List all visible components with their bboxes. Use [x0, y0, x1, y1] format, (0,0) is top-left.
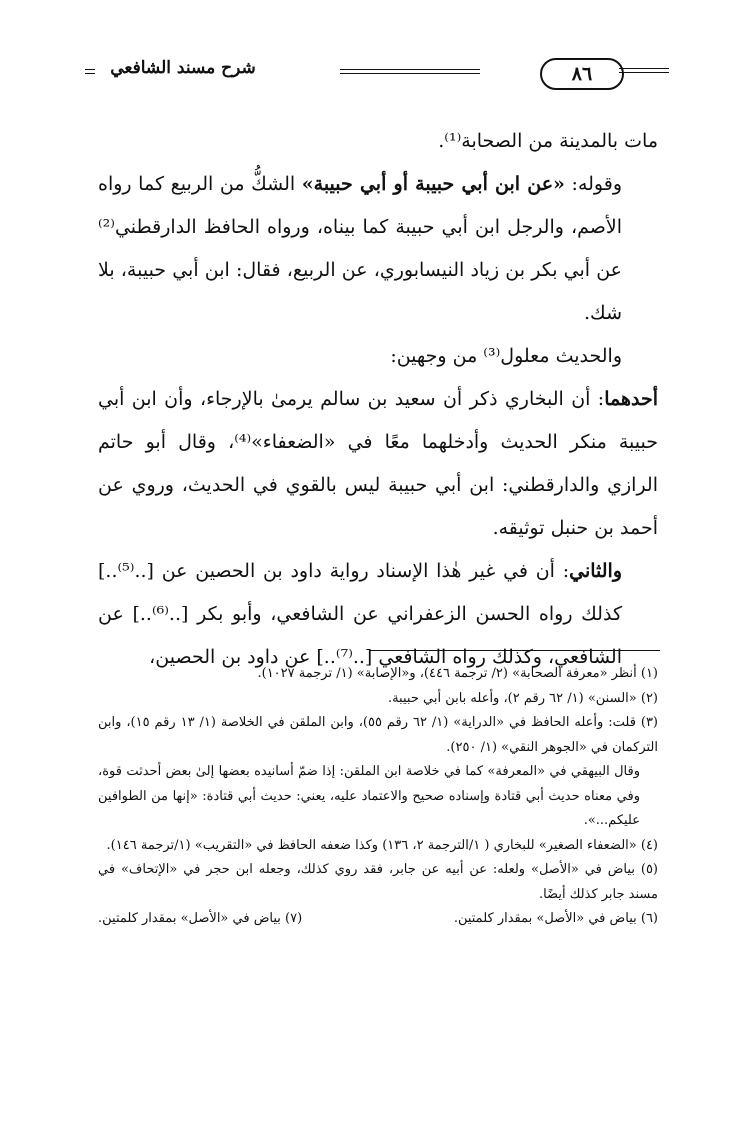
paragraph: مات بالمدينة من الصحابة⁽¹⁾. [438, 130, 658, 152]
footnote: (٣) قلت: وأعله الحافظ في «الدراية» (١/ ٦٢ رقم ٥٥)، وابن الملقن في الخلاصة (١/ ١٣ رقم ١٥)، وابن التركمان في «الجوهر النقي» (١/ ٢٥٠). [98, 715, 658, 755]
running-title: شرح مسند الشافعي [110, 58, 256, 78]
header-rule-tail [619, 68, 669, 73]
header-rule-left [85, 69, 95, 74]
section-heading: أحدهما [604, 388, 658, 410]
paragraph: والثاني: أن في غير هٰذا الإسناد رواية داود بن الحصين عن [..⁽⁵⁾..] كذلك رواه الحسن الزعفراني عن الشافعي، وأبو بكر [..⁽⁶⁾..] عن الشافعي، وكذلك رواه الشافعي [..⁽⁷⁾..] عن داود بن الحصين، [98, 560, 622, 668]
footnotes [98, 662, 658, 932]
page-number: ٨٦ [540, 58, 624, 90]
main-text [98, 120, 658, 679]
section-heading: والثاني [569, 560, 622, 582]
page-header [85, 56, 670, 96]
paragraph: أحدهما: أن البخاري ذكر أن سعيد بن سالم يرمىٰ بالإرجاء، وأن ابن أبي حبيبة منكر الحديث وأدخلهما معًا في «الضعفاء»⁽⁴⁾، وقال أبو حاتم الرازي والدارقطني: ابن أبي حبيبة ليس بالقوي في الحديث، وروي عن أحمد بن حنبل توثيقه. [98, 388, 658, 539]
paragraph: والحديث معلول⁽³⁾ من وجهين: [390, 345, 622, 367]
footnote: (٤) «الضعفاء الصغير» للبخاري ( ١/الترجمة ٢، ١٣٦) وكذا ضعفه الحافظ في «التقريب» (١/ترجمة ١٤٦). [106, 837, 658, 853]
footnote: (٢) «السنن» (١/ ٦٢ رقم ٢)، وأعله بابن أبي حبيبة. [387, 690, 658, 706]
paragraph: وقوله: «عن ابن أبي حبيبة أو أبي حبيبة» الشكُّ من الربيع كما رواه الأصم، والرجل ابن أبي حبيبة كما بيناه، ورواه الحافظ الدارقطني⁽²⁾ عن أبي بكر بن زياد النيسابوري، عن الربيع، فقال: ابن أبي حبيبة، بلا شك. [98, 173, 622, 324]
quoted-phrase: «عن ابن أبي حبيبة أو أبي حبيبة» [301, 173, 565, 195]
footnote-row [98, 907, 658, 932]
header-rule-right [340, 69, 480, 74]
footnote: (٦) بياض في «الأصل» بمقدار كلمتين. [453, 911, 658, 926]
footnote: (٧) بياض في «الأصل» بمقدار كلمتين. [98, 911, 303, 926]
footnote-separator [370, 650, 660, 651]
footnote-continuation: وقال البيهقي في «المعرفة» كما في خلاصة ابن الملقن: إذا ضمّ أسانيده بعضها إلىٰ بعض أحدثت قوة، وفي معناه حديث أبي قتادة وإسناده صحيح والاعتماد عليه، يعني: حديث أبي قتادة: «إنها من الطوافين عليكم...». [98, 764, 640, 828]
footnote: (١) أنظر «معرفة الصحابة» (٢/ ترجمة ٤٤٦)، و«الإصابة» (١/ ترجمة ١٠٢٧). [257, 666, 658, 681]
footnote: (٥) بياض في «الأصل» ولعله: عن أبيه عن جابر، فقد روي كذلك، وجعله ابن حجر في «الإتحاف» في مسند جابر كذلك أيضًا. [98, 862, 658, 902]
